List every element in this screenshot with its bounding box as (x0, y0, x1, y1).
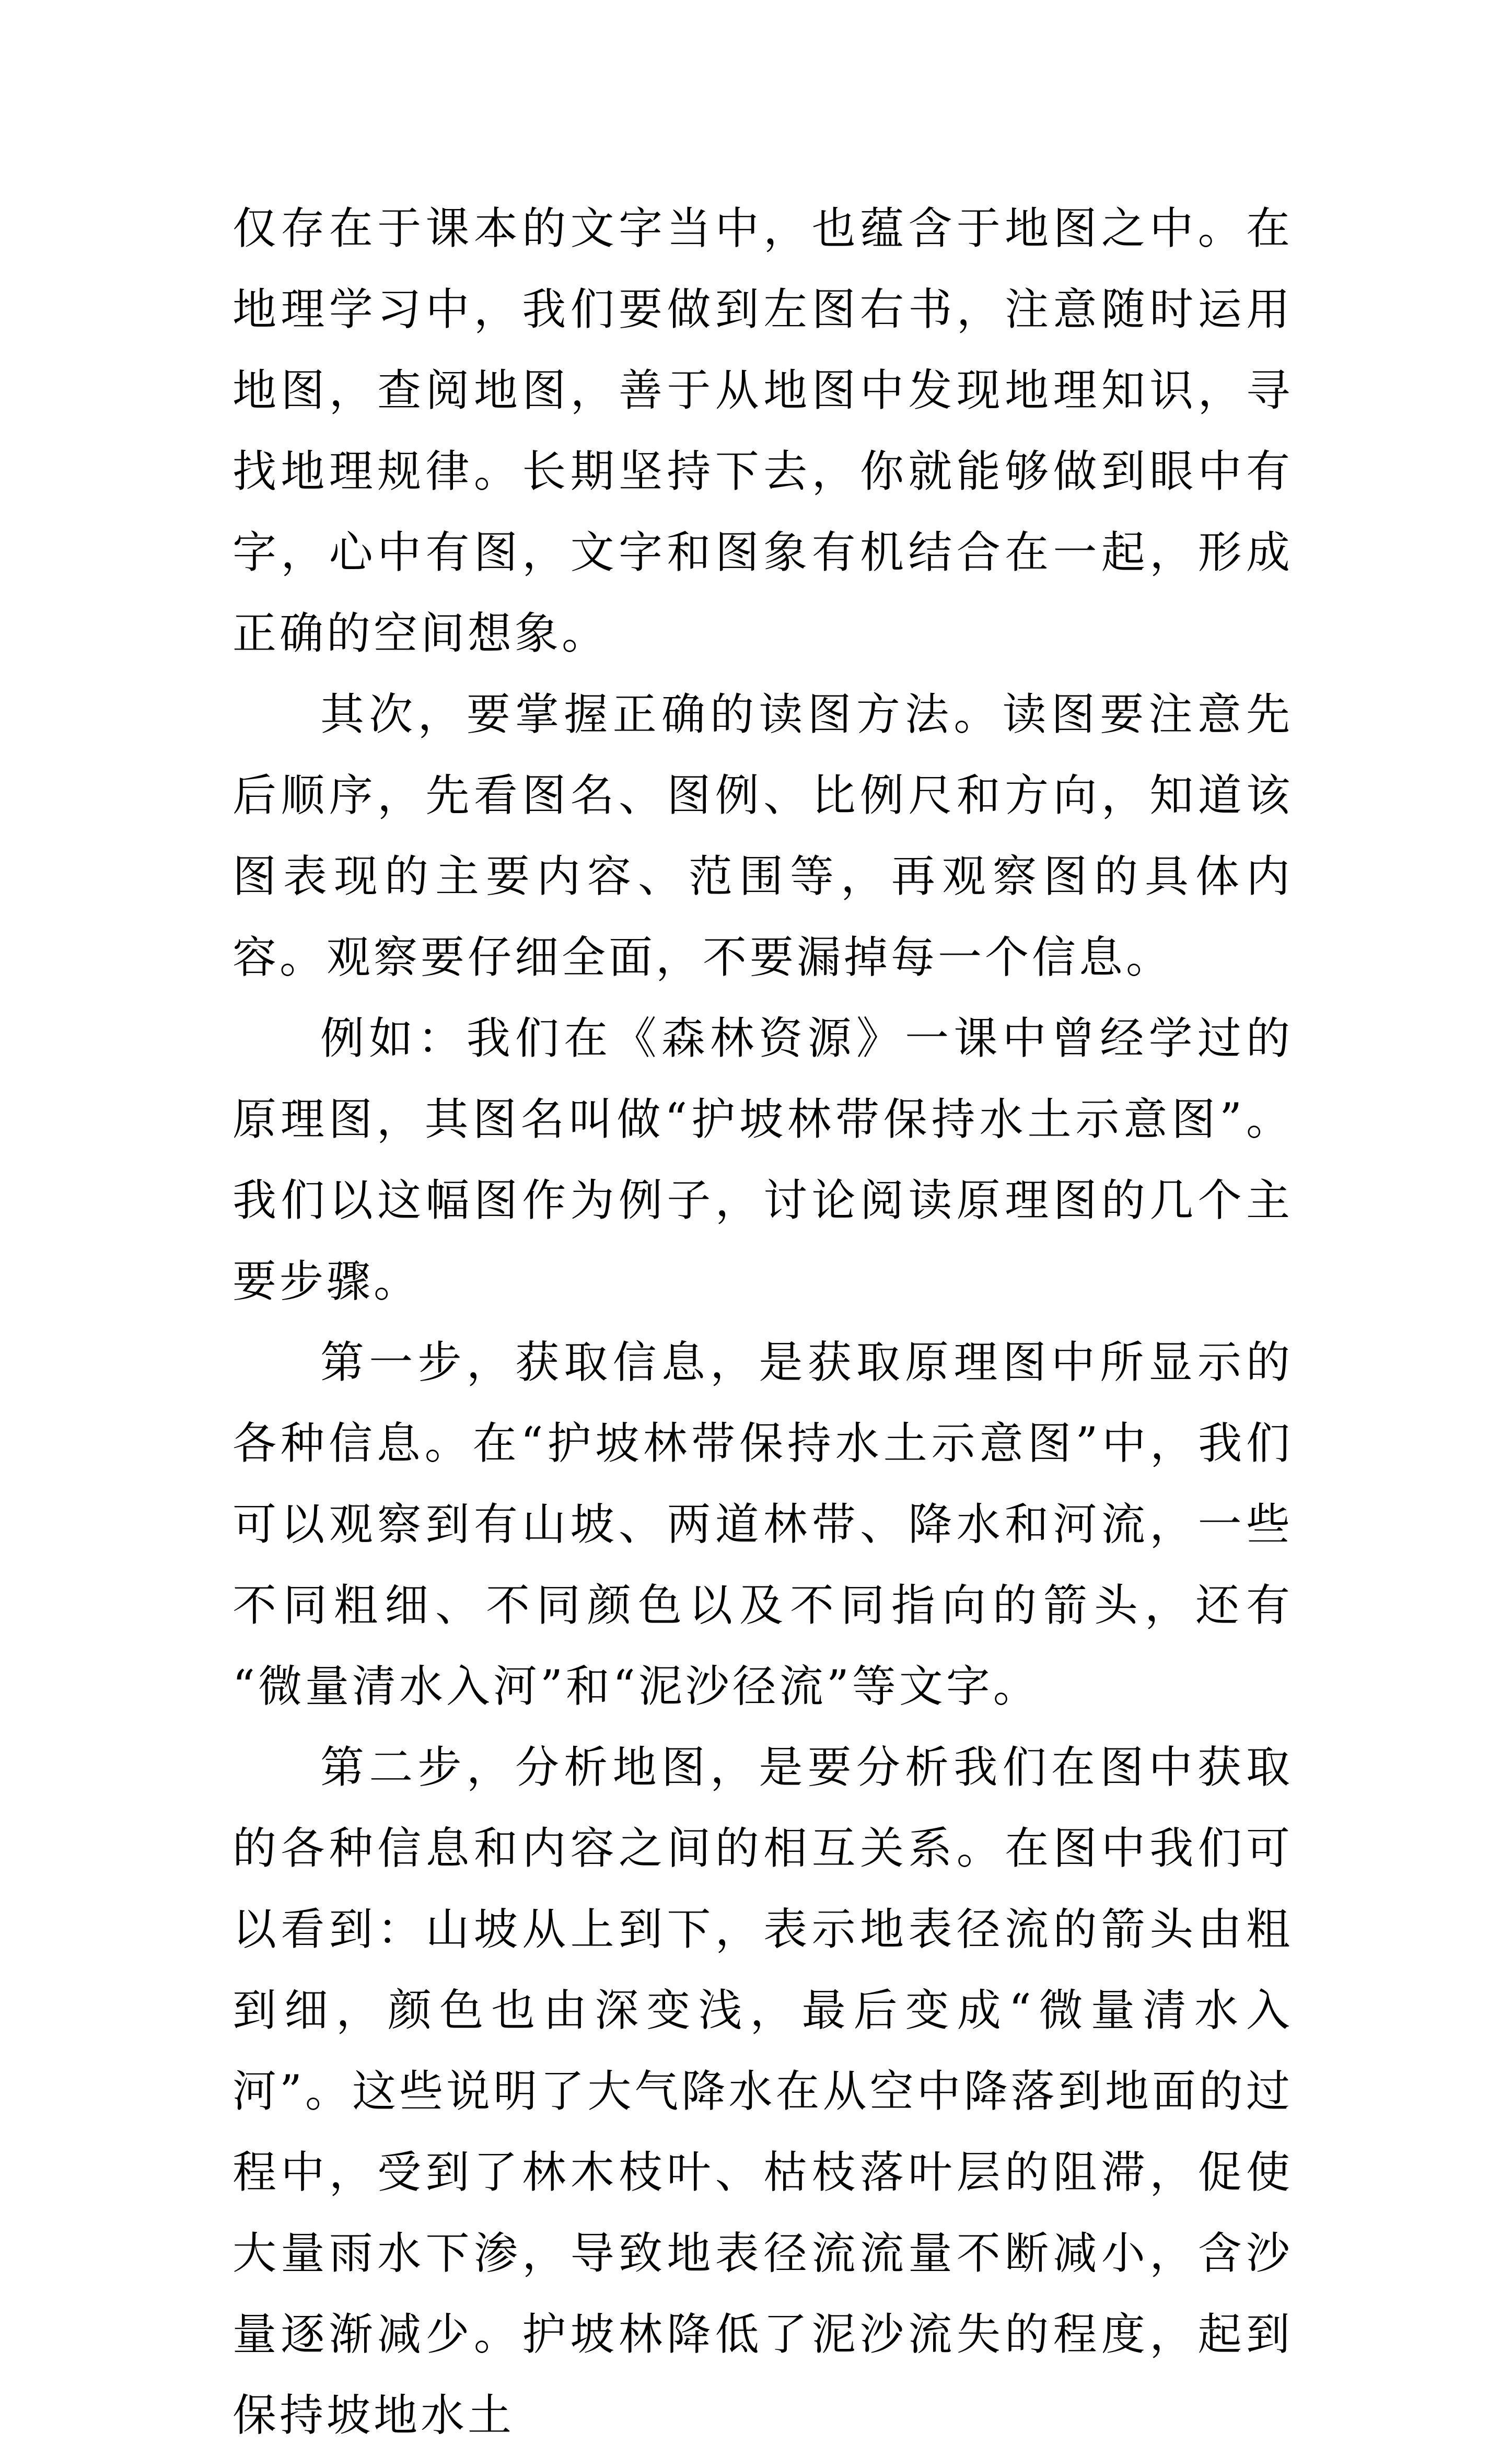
paragraph-step-one: 第一步，获取信息，是获取原理图中所显示的各种信息。在“护坡林带保持水土示意图”中，我们可以观察到有山坡、两道林带、降水和河流，一些不同粗细、不同颜色以及不同指向的箭头，还有 “微量清水入河”和“泥沙径流”等文字。 (232, 1337, 1293, 1712)
paragraph-reading-method: 其次，要掌握正确的读图方法。读图要注意先后顺序，先看图名、图例、比例尺和方向，知道该图表现的主要内容、范围等，再观察图的具体内容。观察要仔细全面，不要漏掉每一个信息。 (232, 689, 1293, 983)
paragraph-example: 例如：我们在《森林资源》一课中曾经学过的原理图，其图名叫做“护坡林带保持水土示意图”。我们以这幅图作为例子，讨论阅读原理图的几个主要步骤。 (232, 1013, 1293, 1307)
paragraph-step-two: 第二步，分析地图，是要分析我们在图中获取的各种信息和内容之间的相互关系。在图中我们可以看到：山坡从上到下，表示地表径流的箭头由粗到细，颜色也由深变浅，最后变成“微量清水入河”。这些说明了大气降水在从空中降落到地面的过程中，受到了林木枝叶、枯枝落叶层的阻滞，促使大量雨水下渗，导致地表径流流量不断减小，含沙量逐渐减少。护坡林降低了泥沙流失的程度，起到保持坡地水土 (232, 1742, 1293, 2441)
body-text (232, 188, 1293, 2456)
paragraph-continuation: 仅存在于课本的文字当中，也蕴含于地图之中。在地理学习中，我们要做到左图右书，注意随时运用地图，查阅地图，善于从地图中发现地理知识，寻找地理规律。长期坚持下去，你就能够做到眼中有字，心中有图，文字和图象有机结合在一起，形成正确的空间想象。 (232, 203, 1293, 659)
